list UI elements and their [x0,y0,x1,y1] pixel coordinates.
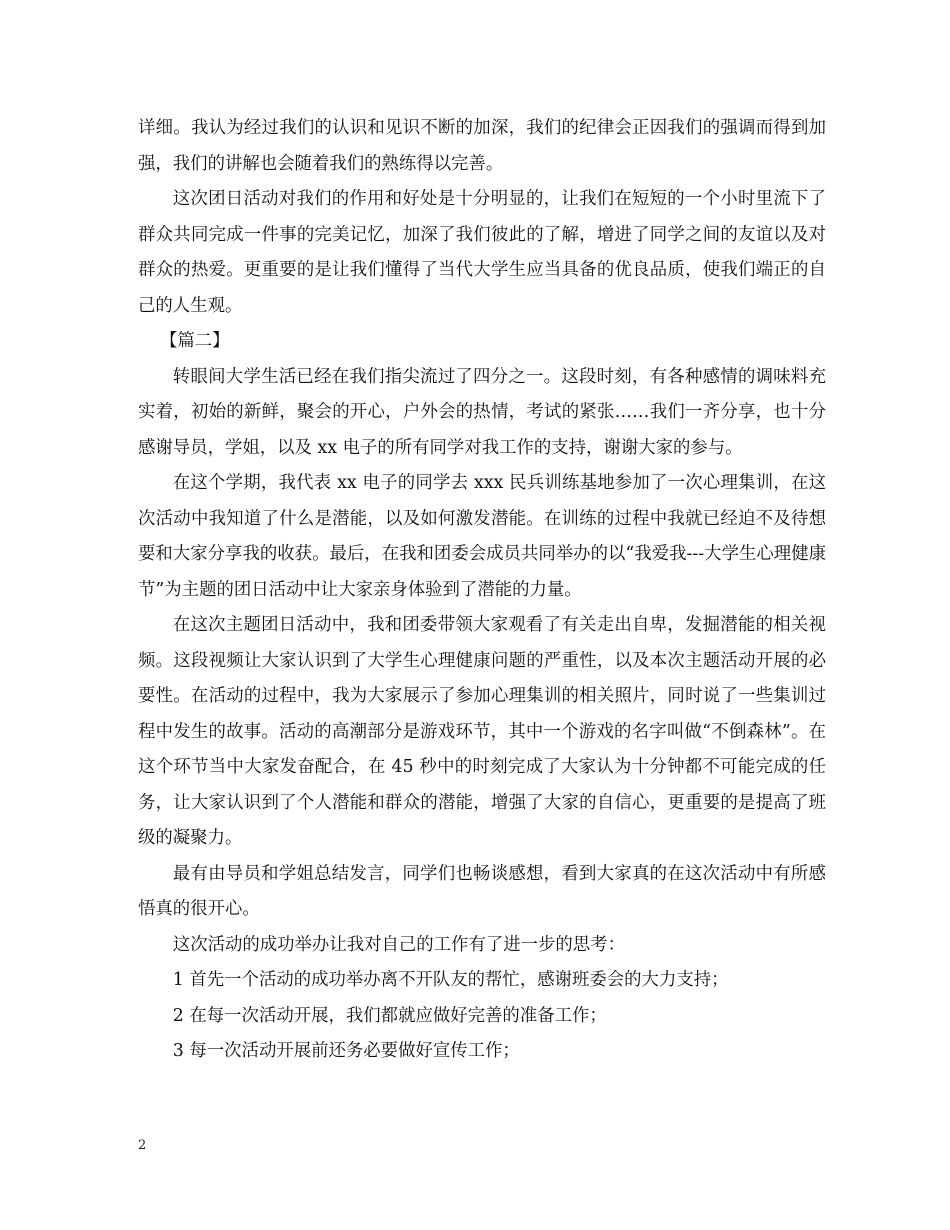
paragraph-semester-training: 在这个学期，我代表 xx 电子的同学去 xxx 民兵训练基地参加了一次心理集训，在这次活动中我知道了什么是潜能，以及如何激发潜能。在训练的过程中我就已经迫不及待想要和大家分享我的收获。最后，在我和团委会成员共同举办的以“我爱我---大学生心理健康节”为主题的团日活动中让大家亲身体验到了潜能的力量。 [138,473,826,600]
paragraph-reflection-intro: 这次活动的成功举办让我对自己的工作有了进一步的思考： [172,934,625,955]
list-item-3: 3 每一次活动开展前还务必要做好宣传工作； [172,1041,520,1061]
paragraph-activity-benefits: 这次团日活动对我们的作用和好处是十分明显的，让我们在短短的一个小时里流下了群众共同完成一件事的完美记忆，加深了我们彼此的了解，增进了同学之间的友谊以及对群众的热爱。更重要的是让我们懂得了当代大学生应当具备的优良品质，使我们端正的自己的人生观。 [138,189,826,316]
list-item-2: 2 在每一次活动开展，我们都就应做好完善的准备工作； [172,1005,607,1026]
paragraph-summary: 最有由导员和学姐总结发言，同学们也畅谈感想，看到大家真的在这次活动中有所感悟真的很开心。 [138,863,826,919]
document-page [138,111,826,1070]
page-number: 2 [138,1138,147,1153]
section-heading: 【篇二】 [160,331,230,351]
paragraph-theme-activity: 在这次主题团日活动中，我和团委带领大家观看了有关走出自卑，发掘潜能的相关视频。这段视频让大家认识到了大学生心理健康问题的严重性，以及本次主题活动开展的必要性。在活动的过程中，我为大家展示了参加心理集训的相关照片，同时说了一些集训过程中发生的故事。活动的高潮部分是游戏环节，其中一个游戏的名字叫做“不倒森林”。在这个环节当中大家发奋配合，在 45 秒中的时刻完成了大家认为十分钟都不可能完成的任务，让大家认识到了个人潜能和群众的潜能，增强了大家的自信心，更重要的是提高了班级的凝聚力。 [138,615,826,848]
list-item-1: 1 首先一个活动的成功举办离不开队友的帮忙，感谢班委会的大力支持； [172,970,729,990]
paragraph-continuation: 详细。我认为经过我们的认识和见识不断的加深，我们的纪律会正因我们的强调而得到加强，我们的讲解也会随着我们的熟练得以完善。 [138,118,826,174]
paragraph-university-life: 转眼间大学生活已经在我们指尖流过了四分之一。这段时刻，有各种感情的调味料充实着，初始的新鲜，聚会的开心，户外会的热情，考试的紧张……我们一齐分享，也十分感谢导员，学姐，以及 xx 电子的所有同学对我工作的支持，谢谢大家的参与。 [138,366,826,458]
